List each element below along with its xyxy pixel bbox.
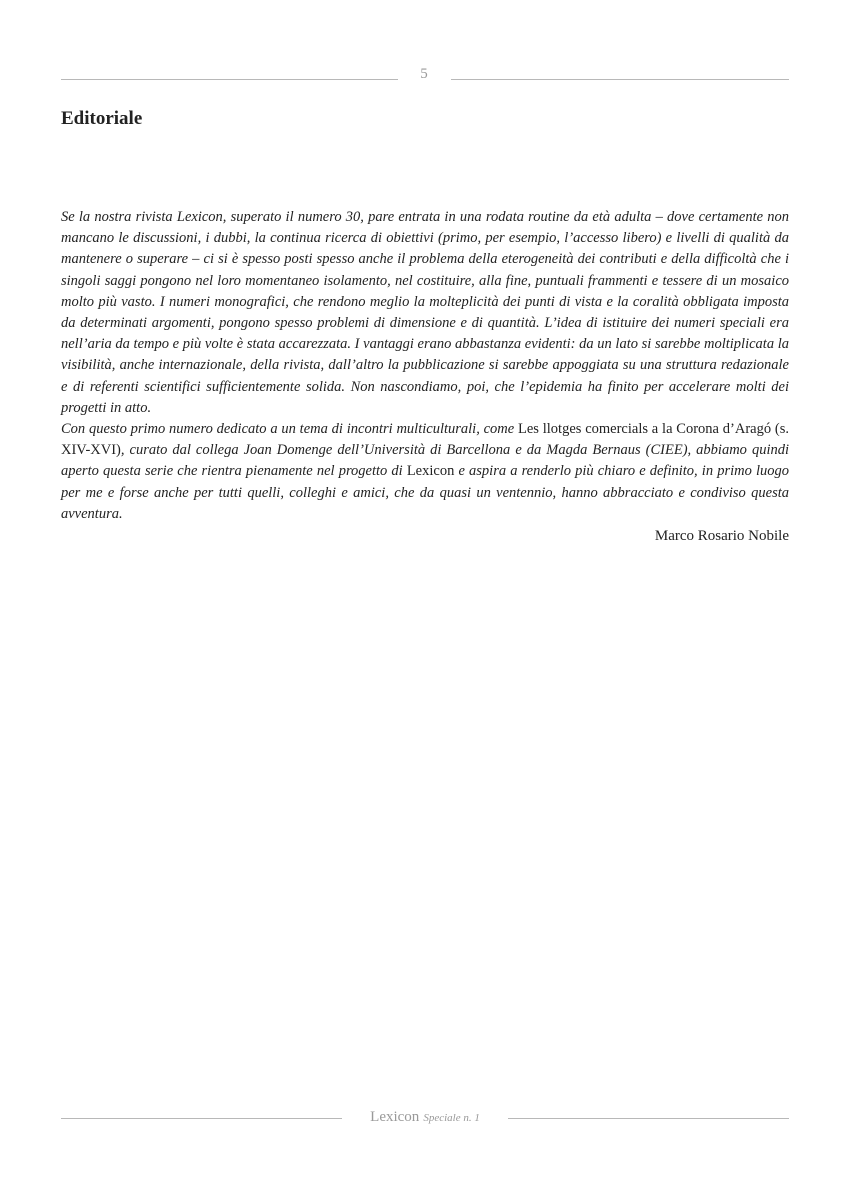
footer-issue: Speciale n. 1	[423, 1112, 480, 1124]
cited-book-title: Les llotges comercials a la Corona d’Aragó (s. XIV-XVI)	[61, 421, 789, 459]
paragraph-1: Se la nostra rivista Lexicon, superato il numero 30, pare entrata in una rodata routine da età adulta – dove certamente non mancano le discussioni, i dubbi, la continua ricerca di obiettivi (primo, per esempio, l’accesso libero) e livelli di qualità da mantenere o superare – ci si è spesso posti spesso anche il problema della eterogeneità dei contributi e della difficoltà che i singoli saggi pongono nel loro momentaneo isolamento, nel costituire, alla fine, puntuali frammenti e tessere di un mosaico molto più vasto. I numeri monografici, che rendono meglio la molteplicità dei punti di vista e la coralità obbligata imposta da determinati argomenti, pongono spesso problemi di dimensione e di quantità. L’idea di istituire dei numeri speciali era nell’aria da tempo e più volte è stata accarezzata. I vantaggi erano abbastanza evidenti: da un lato si sarebbe moltiplicata la visibilità, anche internazionale, della rivista, dall’altro la pubblicazione si sarebbe appoggiata su una struttura redazionale e di referenti scientifici sufficientemente solida. Non nascondiamo, poi, che l’epidemia ha finito per accelerare molti dei progetti in atto.	[61, 209, 789, 416]
journal-name: Lexicon	[406, 463, 455, 480]
paragraph-2	[61, 419, 789, 525]
header-rule-right	[451, 79, 789, 80]
footer-rule-right	[508, 1118, 789, 1119]
paragraph-2-part-2: , curato dal collega Joan Domenge dell’Università di Barcellona e da Magda Bernaus (CIEE), abbiamo quindi aperto questa serie che rientra pienamente nel progetto di	[61, 442, 789, 480]
paragraph-2-part-1: Con questo primo numero dedicato a un tema di incontri multiculturali, come	[61, 421, 519, 438]
page-number: 5	[420, 66, 428, 82]
footer-rule-left	[61, 1118, 342, 1119]
footer-label	[340, 1108, 510, 1126]
article-title: Editoriale	[61, 108, 143, 129]
footer-journal: Lexicon	[370, 1109, 420, 1125]
article-body	[61, 207, 789, 525]
author-signature: Marco Rosario Nobile	[654, 528, 789, 544]
header-rule-left	[61, 79, 398, 80]
paragraph-2-part-3: e aspira a renderlo più chiaro e definito, in primo luogo per me e forse anche per tutti quelli, colleghi e amici, che da quasi un ventennio, hanno abbracciato e condiviso questa avventura.	[61, 463, 789, 522]
